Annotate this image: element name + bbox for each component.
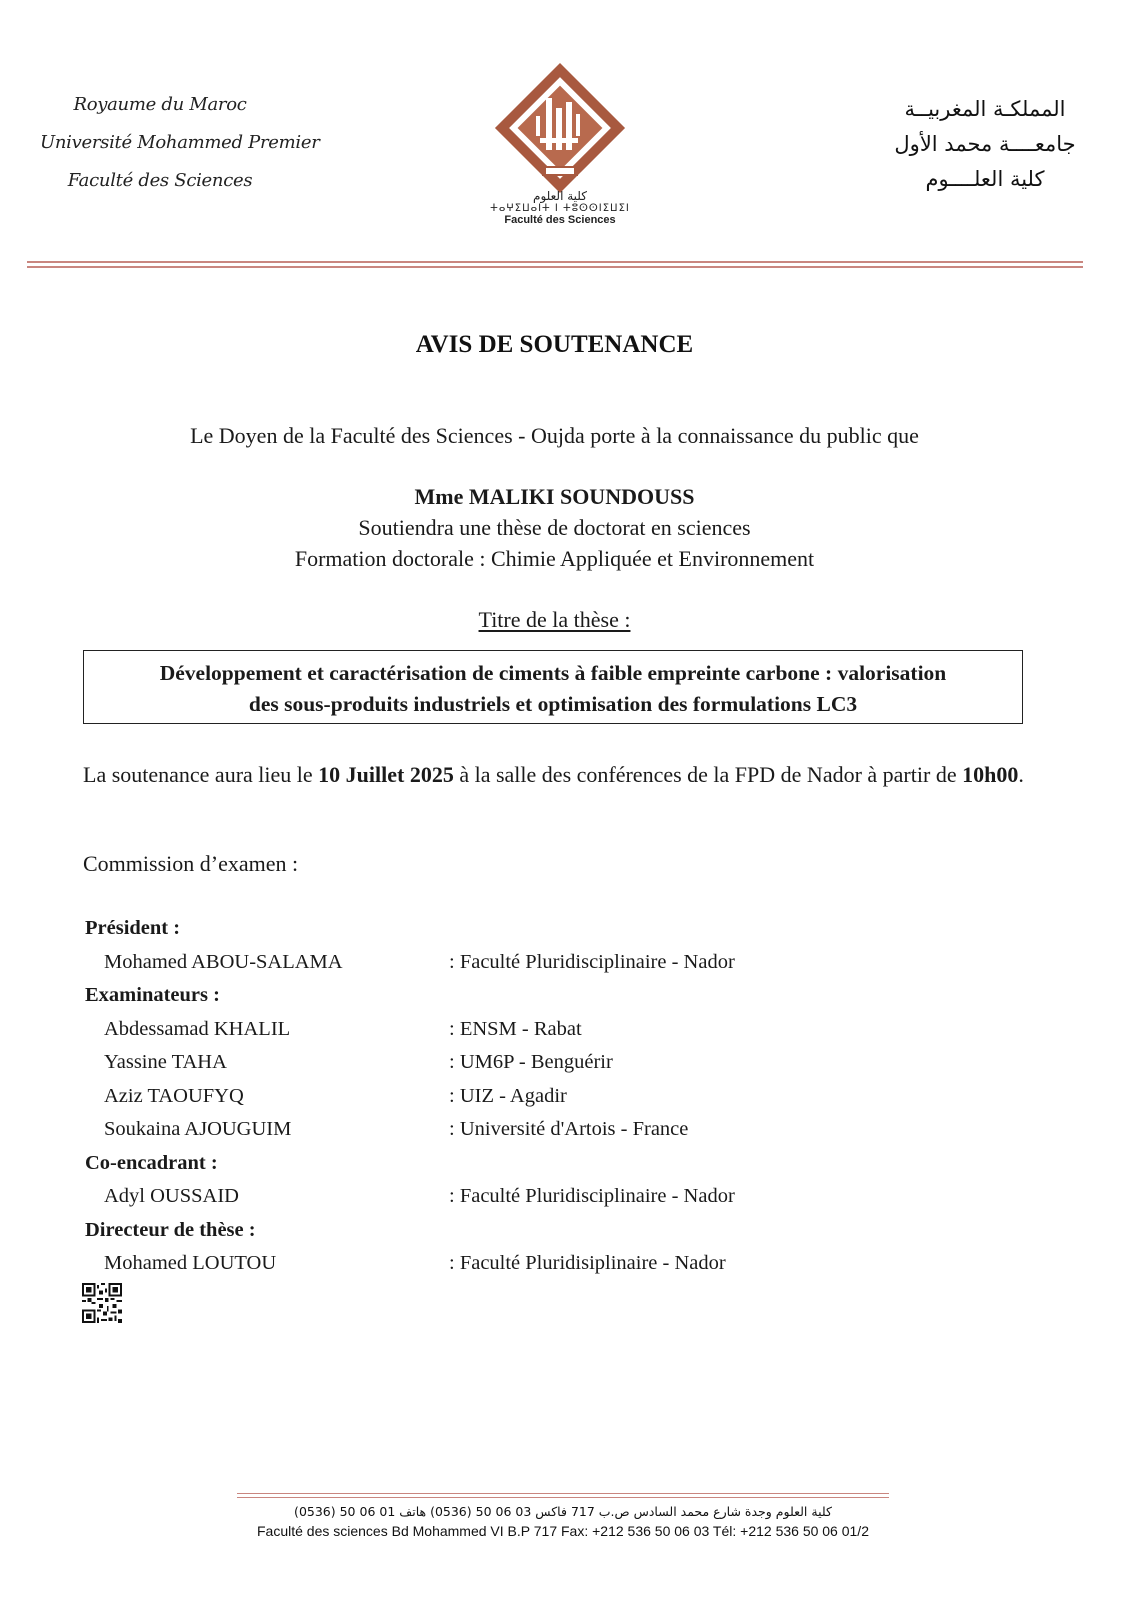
header-divider-top bbox=[27, 261, 1083, 263]
header-faculty-ar: كلية العلــــوم bbox=[925, 167, 1045, 191]
logo-caption bbox=[470, 189, 650, 227]
footer-divider-top bbox=[237, 1493, 889, 1494]
jury-member-row bbox=[85, 1046, 885, 1080]
jury-member-name: Abdessamad KHALIL bbox=[104, 1017, 291, 1040]
jury-member-row bbox=[85, 1113, 885, 1147]
jury-member-name: Yassine TAHA bbox=[104, 1051, 227, 1073]
president-label: Président : bbox=[85, 917, 181, 939]
jury-member-row bbox=[85, 1180, 885, 1214]
commission-label: Commission d’examen : bbox=[83, 851, 299, 876]
notice-title: AVIS DE SOUTENANCE bbox=[415, 331, 694, 358]
jury-list bbox=[85, 912, 885, 1281]
schedule-middle: à la salle des conférences de la FPD de Nador à partir de bbox=[453, 762, 963, 787]
cosupervisor-label: Co-encadrant : bbox=[85, 1151, 218, 1174]
header-university-fr: Université Mohammed Premier bbox=[40, 132, 320, 153]
jury-member-affiliation: : Faculté Pluridisciplinaire - Nador bbox=[449, 1185, 735, 1207]
header-faculty-fr: Faculté des Sciences bbox=[67, 170, 253, 191]
schedule-prefix: La soutenance aura lieu le bbox=[83, 762, 319, 787]
examiners-label: Examinateurs : bbox=[85, 984, 220, 1006]
header-left-block bbox=[40, 86, 320, 200]
footer-arabic-address: كلية العلوم وجدة شارع محمد السادس ص.ب 717 فاكس 03 06 50 (0536) هاتف 01 06 50 (0536) bbox=[294, 1504, 832, 1519]
jury-member-row bbox=[85, 946, 885, 980]
thesis-title-line1: Développement et caractérisation de ciments à faible empreinte carbone : valorisation bbox=[159, 661, 947, 685]
qr-code-icon[interactable] bbox=[82, 1283, 122, 1323]
defense-time: 10h00 bbox=[962, 762, 1019, 787]
schedule-suffix: . bbox=[1018, 762, 1024, 787]
thesis-label: Titre de la thèse : bbox=[478, 607, 631, 632]
header-kingdom-fr: Royaume du Maroc bbox=[73, 94, 247, 115]
header-kingdom-ar: المملكـة المغربيــة bbox=[904, 97, 1066, 121]
logo-caption-arabic: كلية العلوم bbox=[533, 189, 587, 203]
jury-member-name: Adyl OUSSAID bbox=[104, 1185, 239, 1207]
thesis-title-box bbox=[83, 650, 1023, 724]
jury-member-row bbox=[85, 1247, 885, 1281]
schedule-paragraph bbox=[83, 759, 1027, 790]
jury-member-affiliation: : UIZ - Agadir bbox=[449, 1084, 567, 1107]
logo-caption-tifinagh: ⵜⴰⵖⵉⵡⴰⵏⵜ ⵏ ⵜⵓⵙⵙⵏⵉⵡⵉⵏ bbox=[490, 203, 630, 214]
jury-member-affiliation: : ENSM - Rabat bbox=[449, 1017, 582, 1040]
jury-member-name: Aziz TAOUFYQ bbox=[104, 1084, 244, 1107]
jury-member-affiliation: : Faculté Pluridisiplinaire - Nador bbox=[449, 1252, 726, 1274]
candidate-name: Mme MALIKI SOUNDOUSS bbox=[414, 484, 695, 509]
jury-member-name: Mohamed LOUTOU bbox=[104, 1252, 277, 1274]
notice-intro: Le Doyen de la Faculté des Sciences - Oujda porte à la connaissance du public que bbox=[190, 423, 919, 448]
jury-member-name: Mohamed ABOU-SALAMA bbox=[104, 950, 343, 973]
logo-caption-french: Faculté des Sciences bbox=[504, 214, 616, 226]
jury-member-affiliation: : Faculté Pluridisciplinaire - Nador bbox=[449, 950, 735, 973]
header-divider-bottom bbox=[27, 266, 1083, 268]
jury-member-affiliation: : Université d'Artois - France bbox=[449, 1118, 689, 1140]
jury-member-affiliation: : UM6P - Benguérir bbox=[449, 1051, 613, 1073]
jury-member-name: Soukaina AJOUGUIM bbox=[104, 1118, 292, 1140]
director-label: Directeur de thèse : bbox=[85, 1218, 256, 1241]
jury-member-row bbox=[85, 1080, 885, 1114]
thesis-label-wrap bbox=[0, 607, 1109, 633]
footer-divider-bottom bbox=[237, 1497, 889, 1498]
thesis-title-line2: des sous-produits industriels et optimisation des formulations LC3 bbox=[248, 692, 858, 716]
jury-member-row bbox=[85, 1013, 885, 1047]
footer-french-address: Faculté des sciences Bd Mohammed VI B.P 717 Fax: +212 536 50 06 03 Tél: +212 536 50 06 01/2 bbox=[256, 1523, 869, 1539]
header-university-ar: جامعــــة محمد الأول bbox=[894, 132, 1076, 156]
formation-line: Formation doctorale : Chimie Appliquée et Environnement bbox=[294, 546, 815, 571]
defense-date: 10 Juillet 2025 bbox=[318, 762, 454, 787]
degree-line: Soutiendra une thèse de doctorat en sciences bbox=[358, 515, 751, 540]
header-right-block bbox=[880, 92, 1090, 197]
